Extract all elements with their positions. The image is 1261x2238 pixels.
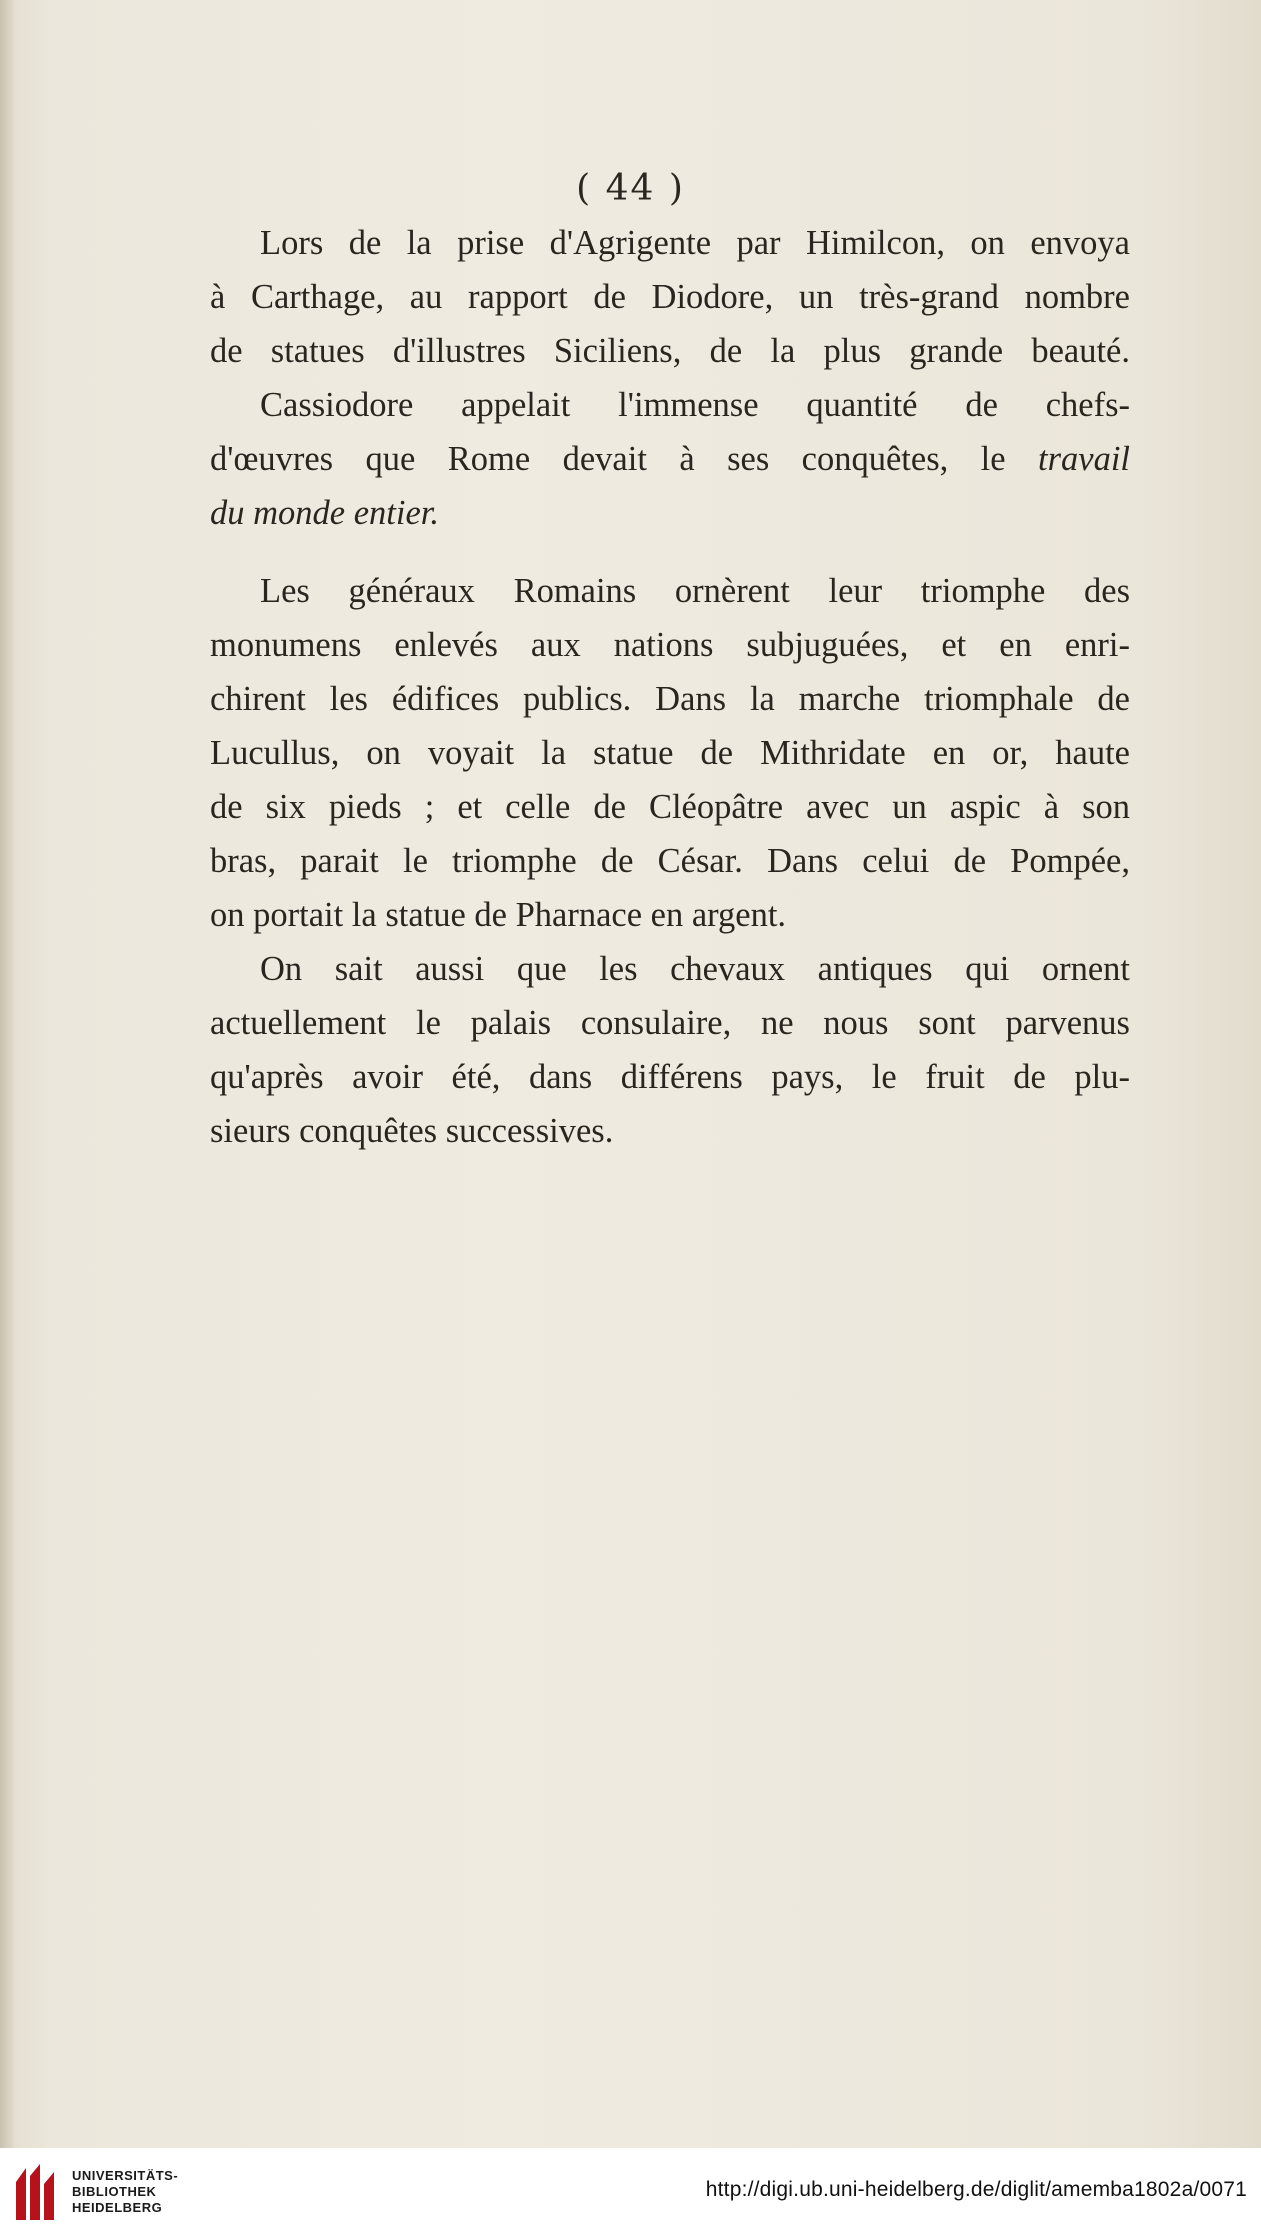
library-name xyxy=(72,2168,178,2216)
source-url-link[interactable]: http://digi.ub.uni-heidelberg.de/diglit/amemba1802a/0071 xyxy=(705,2178,1247,2201)
text-line: de six pieds ; et celle de Cléopâtre avec un aspic à son xyxy=(210,788,1130,826)
text-line: On sait aussi que les chevaux antiques qui ornent xyxy=(260,950,1130,988)
italic-text: travail xyxy=(1038,440,1130,478)
text-line: chirent les édifices publics. Dans la marche triomphale de xyxy=(210,680,1130,718)
paragraph-1 xyxy=(210,216,1130,378)
text-line: bras, parait le triomphe de César. Dans celui de Pompée, xyxy=(210,842,1130,880)
text-line xyxy=(210,432,1130,486)
page-number: ( 44 ) xyxy=(576,168,685,209)
text-line: de statues d'illustres Siciliens, de la plus grande beauté. xyxy=(210,332,1130,370)
text-line: actuellement le palais consulaire, ne nous sont parvenus xyxy=(210,1004,1130,1042)
paragraph-3 xyxy=(210,564,1130,942)
footer-bar xyxy=(0,2148,1261,2238)
text-line: Cassiodore appelait l'immense quantité de chefs- xyxy=(260,386,1130,424)
text-segment: d'œuvres que Rome devait à ses conquêtes, le xyxy=(210,440,1038,478)
text-line xyxy=(210,486,1130,540)
paragraph-4 xyxy=(210,942,1130,1158)
text-line: Lucullus, on voyait la statue de Mithridate en or, haute xyxy=(210,734,1130,772)
text-line: on portait la statue de Pharnace en argent. xyxy=(210,896,787,934)
text-line: monumens enlevés aux nations subjuguées, et en enri- xyxy=(210,626,1130,664)
text-line: qu'après avoir été, dans différens pays, le fruit de plu- xyxy=(210,1058,1130,1096)
text-line: à Carthage, au rapport de Diodore, un très-grand nombre xyxy=(210,278,1130,316)
text-line: sieurs conquêtes successives. xyxy=(210,1112,614,1150)
page-edge-shadow xyxy=(0,0,14,2148)
paragraph-2 xyxy=(210,378,1130,540)
library-name-line: HEIDELBERG xyxy=(72,2200,163,2215)
text-line: Lors de la prise d'Agrigente par Himilcon, on envoya xyxy=(260,224,1130,262)
text-line: Les généraux Romains ornèrent leur triomphe des xyxy=(260,572,1130,610)
body-text xyxy=(210,216,1130,1158)
italic-text: du monde entier. xyxy=(210,494,440,532)
university-library-logo-icon xyxy=(12,2160,58,2226)
library-name-line: BIBLIOTHEK xyxy=(72,2184,157,2199)
library-name-line: UNIVERSITÄTS- xyxy=(72,2168,179,2183)
